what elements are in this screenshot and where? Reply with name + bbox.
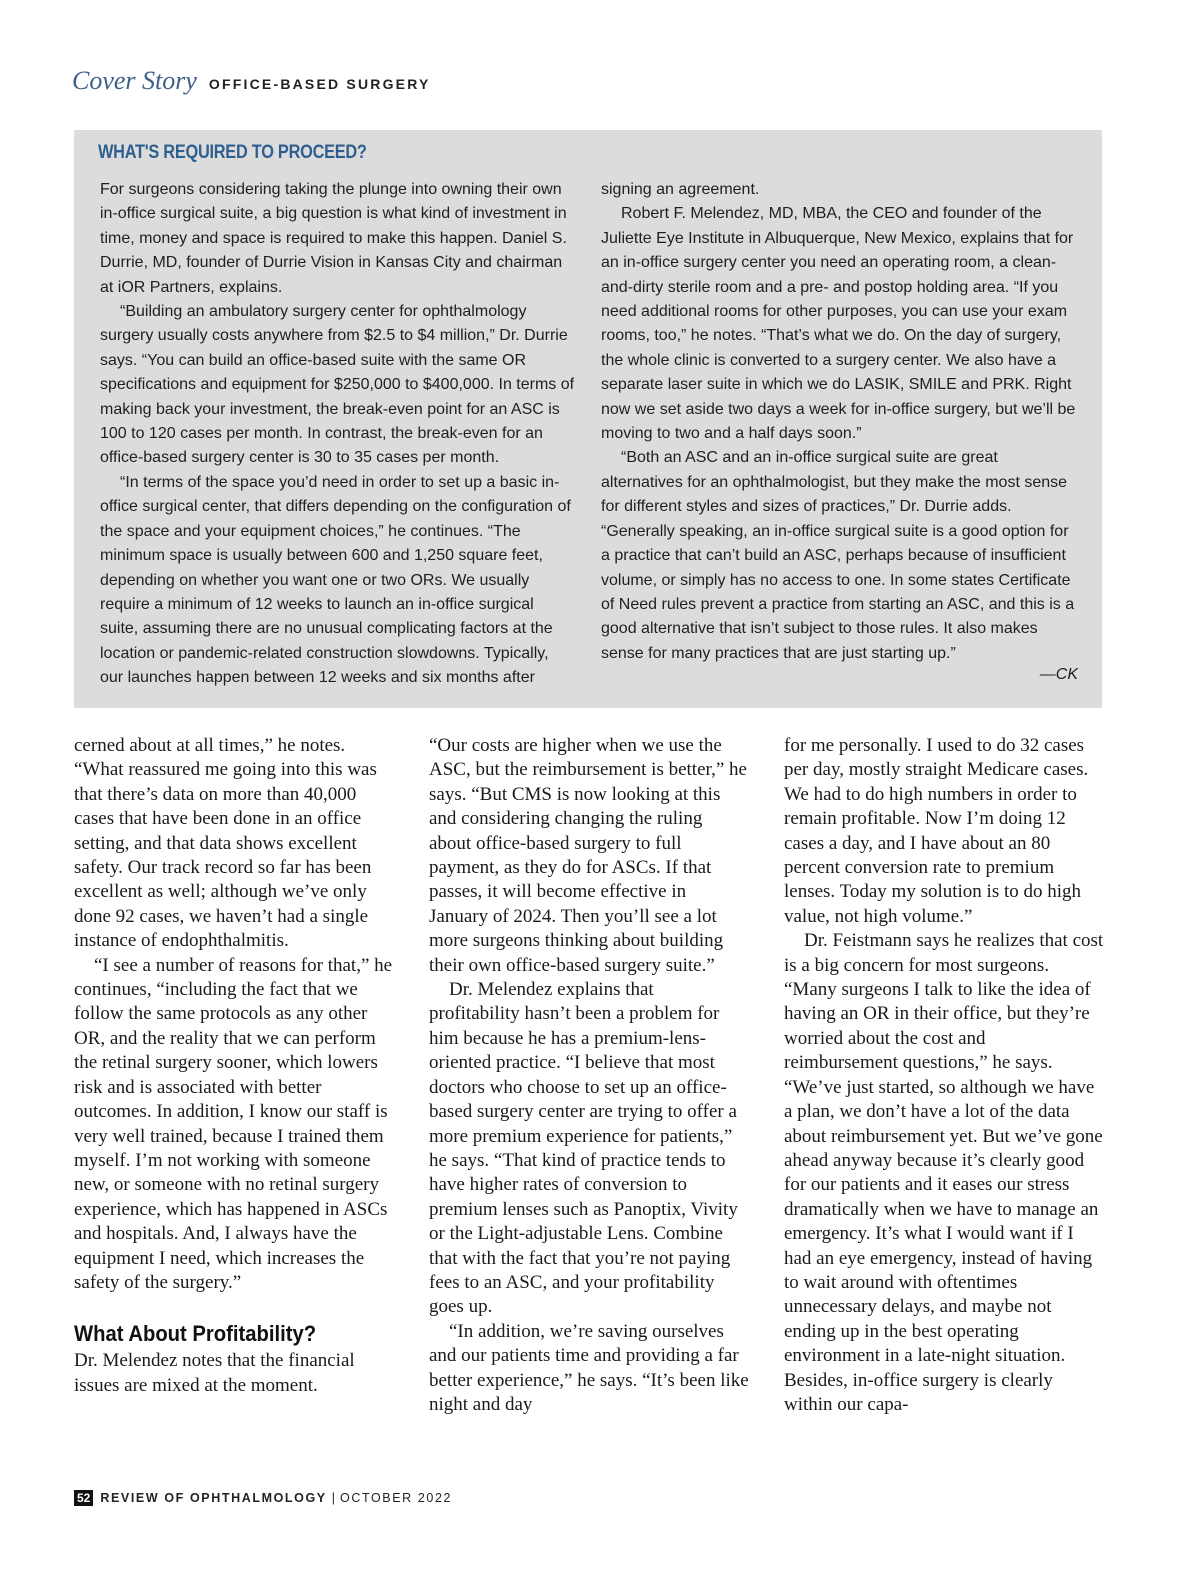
publication-name: REVIEW OF OPHTHALMOLOGY	[100, 1491, 327, 1505]
subhead: What About Profitability?	[74, 1321, 317, 1347]
section-label: Cover Story	[72, 66, 197, 95]
body-column-1	[74, 734, 394, 1398]
footer-separator: |	[331, 1491, 335, 1505]
body-paragraph: Dr. Melendez explains that profitability hasn’t been a problem for him because he has a premium-lens-oriented practice. “I believe that most doctors who choose to set up an office-based surgery center are trying to offer a more premium experience for patients,” he says. “That kind of practice tends to have higher rates of conversion to premium lenses such as Panoptix, Vivity or the Light-adjustable Lens. Combine that with the fact that you’re not paying fees to an ASC, and your profitability goes up.	[429, 979, 738, 1318]
body-column-3	[784, 734, 1104, 1417]
sidebar-box	[74, 130, 1102, 708]
sidebar-paragraph: “Building an ambulatory surgery center for ophthalmology surgery usually costs anywhere from $2.5 to $4 million,” Dr. Durrie says. “You can build an office-based suite with the same OR specifications and equipment for $250,000 to $400,000. In terms of making back your investment, the break-even point for an ASC is 100 to 120 cases per month. In contrast, the break-even for an office-based surgery center is 30 to 35 cases per month.	[100, 303, 575, 467]
body-paragraph: “Our costs are higher when we use the ASC, but the reimbursement is better,” he says. “But CMS is now looking at this and considering changing the ruling about office-based surgery to full payment, as they do for ASCs. If that passes, it will become effective in January of 2024. Then you’ll see a lot more surgeons thinking about building their own office-based surgery suite.”	[429, 735, 747, 976]
sidebar-paragraph: signing an agreement.	[601, 181, 760, 198]
body-paragraph: Dr. Feistmann says he realizes that cost is a big concern for most surgeons. “Many surgeons I talk to like the idea of having an OR in their office, but they’re worried about the cost and reimbursement questions,” he says. “We’ve just started, so although we have a plan, we don’t have a lot of the data about reimbursement yet. But we’ve gone ahead anyway because it’s clearly good for our patients and it eases our stress dramatically when we have to manage an emergency. It’s what I would want if I had an eye emergency, instead of having to wait around with oftentimes unnecessary delays, and maybe not ending up in the best operating environment in a late-night situation. Besides, in-office surgery is clearly within our capa-	[784, 930, 1104, 1415]
body-paragraph: for me personally. I used to do 32 cases per day, mostly straight Medicare cases. We had to do high numbers in order to remain profitable. Now I’m doing 12 cases a day, and I have about an 80 percent conversion rate to premium lenses. Today my solution is to do high value, not high volume.”	[784, 735, 1089, 927]
sidebar-column-right	[601, 178, 1077, 666]
body-column-2	[429, 734, 749, 1417]
sidebar-paragraph: “Both an ASC and an in-office surgical suite are great alternatives for an ophthalmologist, but they make the most sense for different styles and sizes of practices,” Dr. Durrie adds. “Generally speaking, an in-office surgical suite is a good option for a practice that can’t build an ASC, perhaps because of insufficient volume, or simply has no access to one. In some states Certificate of Need rules prevent a practice from starting an ASC, and this is a good alternative that isn’t subject to those rules. It also makes sense for many practices that are just starting up.”	[601, 449, 1075, 662]
body-paragraph: Dr. Melendez notes that the financial issues are mixed at the moment.	[74, 1350, 355, 1396]
running-header	[72, 66, 431, 100]
page-number: 52	[74, 1490, 93, 1506]
body-paragraph: “I see a number of reasons for that,” he continues, “including the fact that we follow the same protocols as any other OR, and the reality that we can perform the retinal surgery sooner, which lowers risk and is associated with better outcomes. In addition, I know our staff is very well trained, because I trained them myself. I’m not working with someone new, or someone with no retinal surgery experience, which has happened in ASCs and hospitals. And, I always have the equipment I need, which increases the safety of the surgery.”	[74, 954, 393, 1293]
sidebar-paragraph: Robert F. Melendez, MD, MBA, the CEO and founder of the Juliette Eye Institute in Albuquerque, New Mexico, explains that for an in-office surgery center you need an operating room, a clean-and-dirty sterile room and a pre- and postop holding area. “If you need additional rooms for other purposes, you can use your exam rooms, too,” he notes. “That’s what we do. On the day of surgery, the whole clinic is converted to a surgery center. We also have a separate laser suite in which we do LASIK, SMILE and PRK. Right now we set aside two days a week for in-office surgery, but we’ll be moving to two and a half days soon.”	[601, 205, 1076, 443]
sidebar-paragraph: For surgeons considering taking the plunge into owning their own in-office surgical suite, a big question is what kind of investment in time, money and space is required to make this happen. Daniel S. Durrie, MD, founder of Durrie Vision in Kansas City and chairman at iOR Partners, explains.	[100, 181, 567, 296]
sidebar-title: WHAT'S REQUIRED TO PROCEED?	[98, 142, 367, 163]
page-footer	[74, 1490, 452, 1506]
sidebar-column-left	[100, 178, 576, 691]
body-paragraph: “In addition, we’re saving ourselves and our patients time and providing a far better experience,” he says. “It’s been like night and day	[429, 1320, 749, 1415]
issue-date: OCTOBER 2022	[340, 1491, 453, 1505]
sidebar-signature: —CK	[1039, 666, 1078, 683]
sidebar-paragraph: “In terms of the space you’d need in order to set up a basic in-office surgical center, that differs depending on the configuration of the space and your equipment choices,” he continues. “The minimum space is usually between 600 and 1,250 square feet, depending on whether you want one or two ORs. We usually require a minimum of 12 weeks to launch an in-office surgical suite, assuming there are no unusual complicating factors at the location or pandemic-related construction slowdowns. Typically, our launches happen between 12 weeks and six months after	[100, 473, 571, 687]
topic-label: OFFICE-BASED SURGERY	[208, 76, 431, 92]
body-paragraph: cerned about at all times,” he notes. “What reassured me going into this was that there’s data on more than 40,000 cases that have been done in an office setting, and that data shows excellent safety. Our track record so far has been excellent as well; although we’ve only done 92 cases, we haven’t had a single instance of endophthalmitis.	[74, 735, 377, 952]
